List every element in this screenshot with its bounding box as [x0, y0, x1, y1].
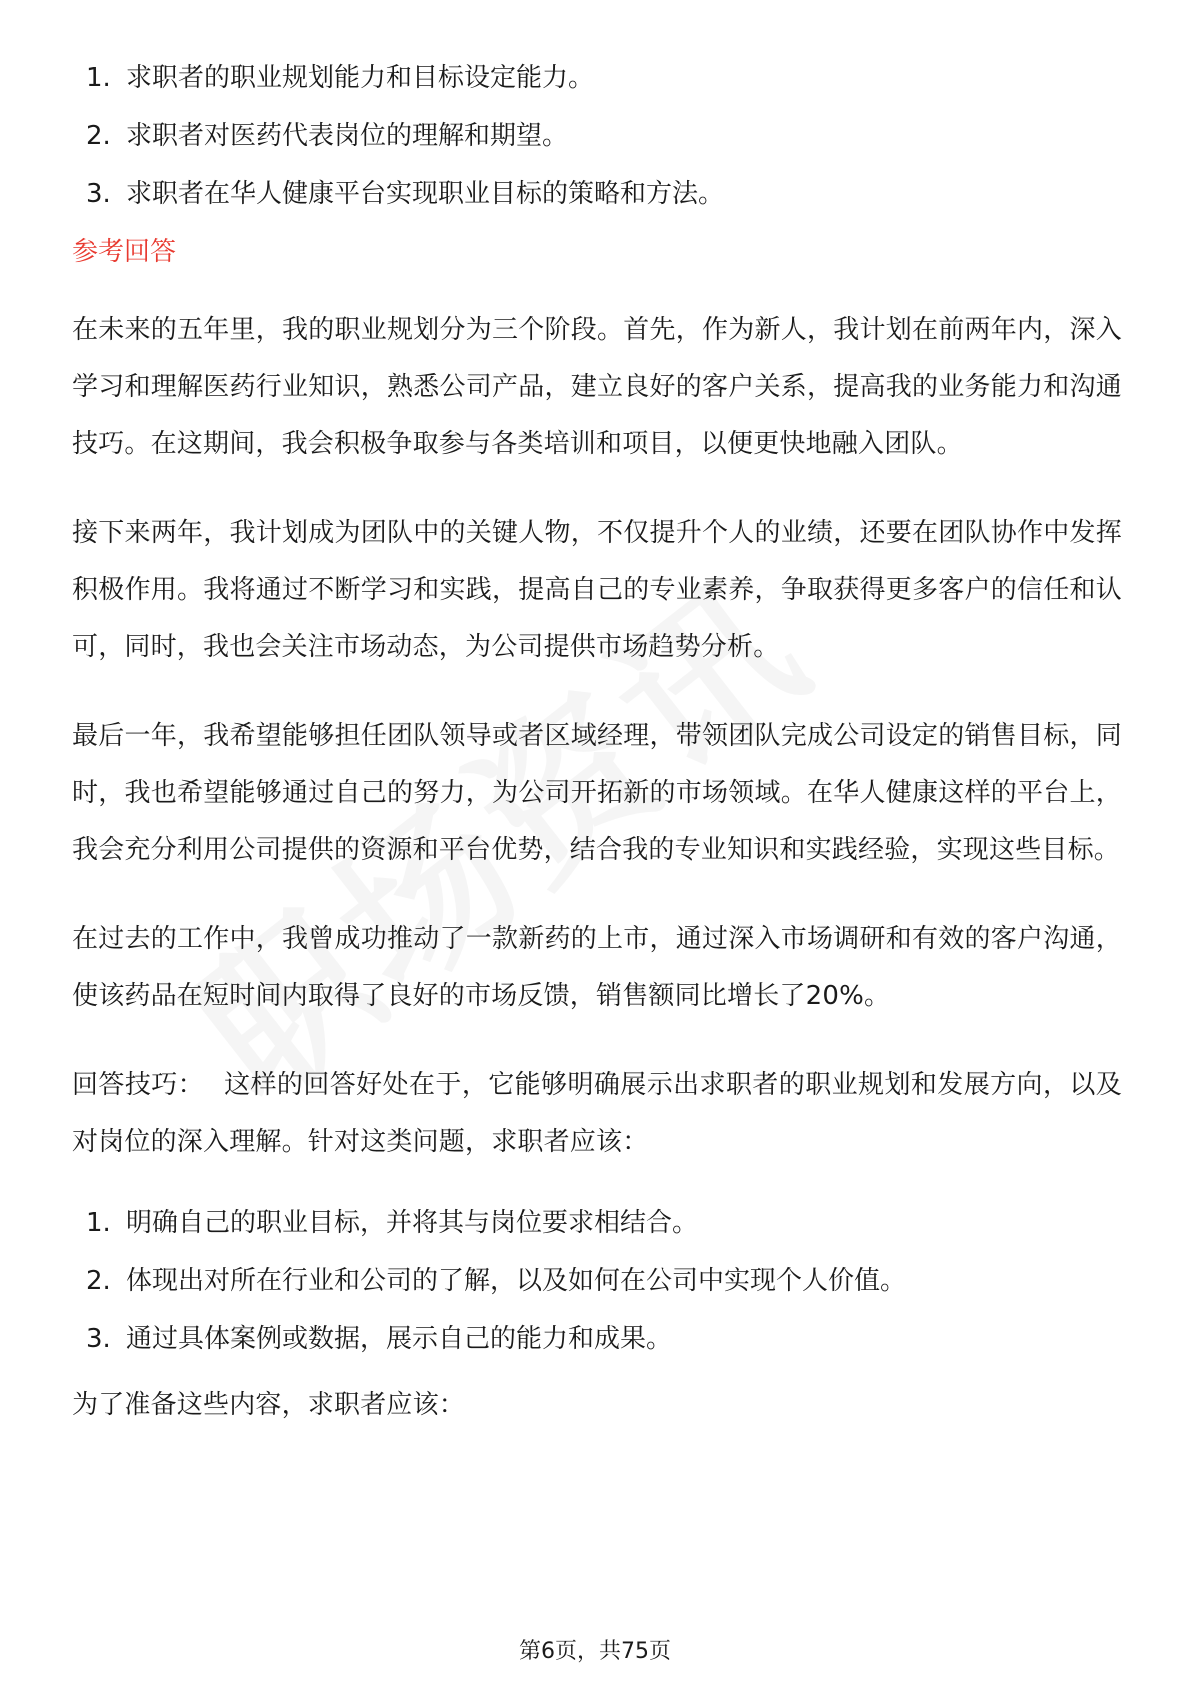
list-item-text: 求职者在华人健康平台实现职业目标的策略和方法。 — [126, 179, 725, 209]
paragraph: 在未来的五年里，我的职业规划分为三个阶段。首先，作为新人，我计划在前两年内，深入学习和理解医药行业知识，熟悉公司产品，建立良好的客户关系，提高我的业务能力和沟通技巧。在这期间，我会积极争取参与各类培训和项目，以便更快地融入团队。 — [72, 315, 1122, 459]
list-item-number: 1. — [86, 63, 111, 93]
list-item-text: 体现出对所在行业和公司的了解，以及如何在公司中实现个人价值。 — [126, 1266, 907, 1296]
list-item — [72, 1319, 1122, 1359]
list-item-text: 通过具体案例或数据，展示自己的能力和成果。 — [126, 1324, 673, 1354]
list-item — [72, 58, 1122, 98]
evaluation-points-list — [72, 58, 1122, 214]
page-content — [72, 58, 1122, 1466]
list-item — [72, 1203, 1122, 1243]
paragraph: 接下来两年，我计划成为团队中的关键人物，不仅提升个人的业绩，还要在团队协作中发挥积极作用。我将通过不断学习和实践，提高自己的专业素养，争取获得更多客户的信任和认可，同时，我也会关注市场动态，为公司提供市场趋势分析。 — [72, 518, 1122, 662]
list-item-text: 明确自己的职业目标，并将其与岗位要求相结合。 — [126, 1208, 699, 1238]
tips-text: 这样的回答好处在于，它能够明确展示出求职者的职业规划和发展方向，以及对岗位的深入理解。针对这类问题，求职者应该： — [72, 1070, 1122, 1157]
list-item-number: 2. — [86, 121, 111, 151]
paragraph: 在过去的工作中，我曾成功推动了一款新药的上市，通过深入市场调研和有效的客户沟通，使该药品在短时间内取得了良好的市场反馈，销售额同比增长了20%。 — [72, 924, 1122, 1011]
list-item-number: 3. — [86, 1324, 111, 1354]
page-footer: 第6页，共75页 — [519, 1639, 671, 1664]
closing-paragraph: 为了准备这些内容，求职者应该： — [72, 1390, 466, 1420]
list-item-number: 1. — [86, 1208, 111, 1238]
tips-paragraph — [72, 1057, 1122, 1171]
list-item — [72, 174, 1122, 214]
section-title: 参考回答 — [72, 237, 177, 267]
list-item-number: 3. — [86, 179, 111, 209]
tips-list — [72, 1203, 1122, 1359]
paragraph: 最后一年，我希望能够担任团队领导或者区域经理，带领团队完成公司设定的销售目标，同时，我也希望能够通过自己的努力，为公司开拓新的市场领域。在华人健康这样的平台上，我会充分利用公司提供的资源和平台优势，结合我的专业知识和实践经验，实现这些目标。 — [72, 721, 1122, 865]
list-item-text: 求职者的职业规划能力和目标设定能力。 — [126, 63, 595, 93]
tips-label: 回答技巧： — [72, 1070, 205, 1100]
list-item-number: 2. — [86, 1266, 111, 1296]
list-item-text: 求职者对医药代表岗位的理解和期望。 — [126, 121, 569, 151]
list-item — [72, 1261, 1122, 1301]
list-item — [72, 116, 1122, 156]
